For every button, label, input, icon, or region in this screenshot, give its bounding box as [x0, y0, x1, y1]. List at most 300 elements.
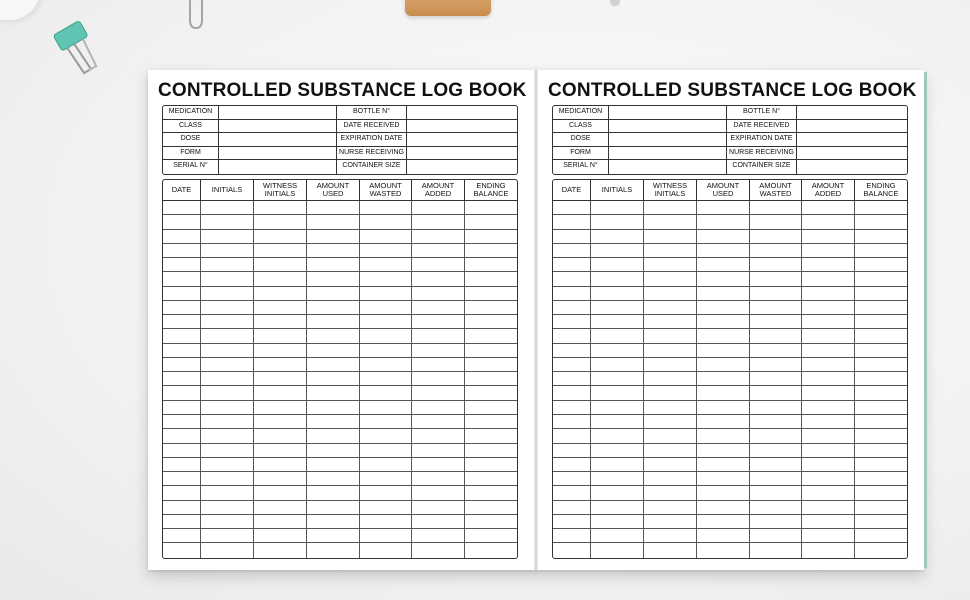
log-cell[interactable]: [163, 401, 201, 414]
log-cell[interactable]: [201, 244, 254, 257]
log-cell[interactable]: [465, 386, 517, 399]
log-cell[interactable]: [254, 230, 307, 243]
log-cell[interactable]: [465, 358, 517, 371]
log-cell[interactable]: [553, 272, 591, 285]
log-cell[interactable]: [802, 444, 855, 457]
info-field[interactable]: [219, 133, 337, 146]
info-field[interactable]: [407, 160, 517, 174]
log-cell[interactable]: [360, 401, 412, 414]
log-cell[interactable]: [644, 472, 697, 485]
info-field[interactable]: [609, 120, 727, 133]
log-cell[interactable]: [163, 515, 201, 528]
log-cell[interactable]: [750, 244, 802, 257]
log-cell[interactable]: [201, 444, 254, 457]
log-cell[interactable]: [163, 244, 201, 257]
info-field[interactable]: [609, 160, 727, 174]
log-cell[interactable]: [412, 244, 465, 257]
log-cell[interactable]: [802, 415, 855, 428]
log-cell[interactable]: [591, 244, 644, 257]
log-cell[interactable]: [802, 344, 855, 357]
log-cell[interactable]: [855, 244, 907, 257]
log-cell[interactable]: [750, 358, 802, 371]
log-cell[interactable]: [360, 472, 412, 485]
log-cell[interactable]: [802, 429, 855, 442]
log-cell[interactable]: [307, 515, 360, 528]
log-cell[interactable]: [802, 529, 855, 542]
log-cell[interactable]: [360, 515, 412, 528]
log-cell[interactable]: [553, 287, 591, 300]
log-cell[interactable]: [553, 301, 591, 314]
log-cell[interactable]: [360, 201, 412, 214]
log-cell[interactable]: [465, 272, 517, 285]
log-cell[interactable]: [750, 386, 802, 399]
log-cell[interactable]: [644, 315, 697, 328]
log-cell[interactable]: [254, 329, 307, 342]
log-cell[interactable]: [360, 244, 412, 257]
log-cell[interactable]: [591, 372, 644, 385]
log-cell[interactable]: [201, 386, 254, 399]
log-cell[interactable]: [750, 315, 802, 328]
log-cell[interactable]: [412, 215, 465, 228]
log-cell[interactable]: [644, 458, 697, 471]
log-cell[interactable]: [201, 201, 254, 214]
log-cell[interactable]: [360, 344, 412, 357]
log-cell[interactable]: [307, 344, 360, 357]
log-cell[interactable]: [591, 358, 644, 371]
log-cell[interactable]: [553, 201, 591, 214]
log-cell[interactable]: [855, 401, 907, 414]
log-cell[interactable]: [465, 529, 517, 542]
log-cell[interactable]: [750, 329, 802, 342]
log-cell[interactable]: [855, 415, 907, 428]
log-cell[interactable]: [750, 201, 802, 214]
log-cell[interactable]: [697, 458, 750, 471]
log-cell[interactable]: [201, 258, 254, 271]
log-cell[interactable]: [254, 315, 307, 328]
log-cell[interactable]: [553, 258, 591, 271]
log-cell[interactable]: [591, 301, 644, 314]
log-cell[interactable]: [750, 515, 802, 528]
log-cell[interactable]: [644, 215, 697, 228]
log-cell[interactable]: [591, 486, 644, 499]
log-cell[interactable]: [412, 301, 465, 314]
log-cell[interactable]: [802, 287, 855, 300]
log-cell[interactable]: [750, 301, 802, 314]
log-cell[interactable]: [201, 415, 254, 428]
log-cell[interactable]: [254, 415, 307, 428]
log-cell[interactable]: [254, 201, 307, 214]
log-cell[interactable]: [254, 444, 307, 457]
info-field[interactable]: [797, 147, 907, 160]
info-field[interactable]: [407, 120, 517, 133]
log-cell[interactable]: [802, 472, 855, 485]
log-cell[interactable]: [465, 244, 517, 257]
log-cell[interactable]: [591, 472, 644, 485]
log-cell[interactable]: [855, 258, 907, 271]
log-cell[interactable]: [750, 372, 802, 385]
log-cell[interactable]: [697, 515, 750, 528]
log-cell[interactable]: [697, 272, 750, 285]
log-cell[interactable]: [360, 429, 412, 442]
log-cell[interactable]: [855, 429, 907, 442]
log-cell[interactable]: [465, 458, 517, 471]
log-cell[interactable]: [201, 486, 254, 499]
log-cell[interactable]: [697, 429, 750, 442]
log-cell[interactable]: [201, 315, 254, 328]
info-field[interactable]: [797, 133, 907, 146]
log-cell[interactable]: [163, 272, 201, 285]
log-cell[interactable]: [307, 415, 360, 428]
log-cell[interactable]: [750, 272, 802, 285]
log-cell[interactable]: [697, 472, 750, 485]
log-cell[interactable]: [412, 515, 465, 528]
log-cell[interactable]: [254, 486, 307, 499]
log-cell[interactable]: [697, 386, 750, 399]
log-cell[interactable]: [855, 329, 907, 342]
log-cell[interactable]: [163, 201, 201, 214]
log-cell[interactable]: [360, 258, 412, 271]
log-cell[interactable]: [465, 515, 517, 528]
info-field[interactable]: [609, 133, 727, 146]
log-cell[interactable]: [697, 287, 750, 300]
log-cell[interactable]: [855, 386, 907, 399]
log-cell[interactable]: [307, 543, 360, 557]
log-cell[interactable]: [201, 529, 254, 542]
log-cell[interactable]: [412, 372, 465, 385]
log-cell[interactable]: [553, 458, 591, 471]
log-cell[interactable]: [163, 344, 201, 357]
info-field[interactable]: [219, 147, 337, 160]
log-cell[interactable]: [412, 529, 465, 542]
log-cell[interactable]: [163, 258, 201, 271]
log-cell[interactable]: [697, 258, 750, 271]
log-cell[interactable]: [750, 458, 802, 471]
log-cell[interactable]: [553, 230, 591, 243]
log-cell[interactable]: [201, 358, 254, 371]
log-cell[interactable]: [163, 301, 201, 314]
log-cell[interactable]: [750, 501, 802, 514]
log-cell[interactable]: [465, 215, 517, 228]
log-cell[interactable]: [591, 344, 644, 357]
log-cell[interactable]: [591, 329, 644, 342]
log-cell[interactable]: [802, 401, 855, 414]
log-cell[interactable]: [855, 458, 907, 471]
log-cell[interactable]: [201, 501, 254, 514]
log-cell[interactable]: [591, 458, 644, 471]
log-cell[interactable]: [201, 230, 254, 243]
log-cell[interactable]: [553, 401, 591, 414]
log-cell[interactable]: [254, 386, 307, 399]
log-cell[interactable]: [201, 372, 254, 385]
log-cell[interactable]: [307, 258, 360, 271]
info-field[interactable]: [609, 106, 727, 119]
info-field[interactable]: [407, 147, 517, 160]
log-cell[interactable]: [802, 244, 855, 257]
log-cell[interactable]: [591, 501, 644, 514]
log-cell[interactable]: [644, 201, 697, 214]
log-cell[interactable]: [465, 372, 517, 385]
log-cell[interactable]: [465, 401, 517, 414]
log-cell[interactable]: [802, 230, 855, 243]
log-cell[interactable]: [307, 444, 360, 457]
log-cell[interactable]: [254, 429, 307, 442]
log-cell[interactable]: [750, 287, 802, 300]
log-cell[interactable]: [254, 529, 307, 542]
log-cell[interactable]: [802, 458, 855, 471]
log-cell[interactable]: [163, 501, 201, 514]
info-field[interactable]: [407, 106, 517, 119]
log-cell[interactable]: [163, 472, 201, 485]
log-cell[interactable]: [553, 543, 591, 557]
log-cell[interactable]: [254, 372, 307, 385]
log-cell[interactable]: [254, 301, 307, 314]
log-cell[interactable]: [553, 372, 591, 385]
log-cell[interactable]: [644, 287, 697, 300]
log-cell[interactable]: [591, 215, 644, 228]
log-cell[interactable]: [163, 415, 201, 428]
info-field[interactable]: [609, 147, 727, 160]
log-cell[interactable]: [644, 329, 697, 342]
log-cell[interactable]: [855, 543, 907, 557]
log-cell[interactable]: [697, 401, 750, 414]
log-cell[interactable]: [163, 529, 201, 542]
log-cell[interactable]: [644, 501, 697, 514]
log-cell[interactable]: [163, 287, 201, 300]
log-cell[interactable]: [360, 315, 412, 328]
log-cell[interactable]: [802, 386, 855, 399]
log-cell[interactable]: [802, 315, 855, 328]
log-cell[interactable]: [307, 486, 360, 499]
log-cell[interactable]: [697, 315, 750, 328]
log-cell[interactable]: [802, 358, 855, 371]
log-cell[interactable]: [412, 415, 465, 428]
log-cell[interactable]: [644, 529, 697, 542]
log-cell[interactable]: [855, 529, 907, 542]
log-cell[interactable]: [644, 386, 697, 399]
log-cell[interactable]: [307, 287, 360, 300]
log-cell[interactable]: [465, 315, 517, 328]
log-cell[interactable]: [855, 201, 907, 214]
info-field[interactable]: [219, 120, 337, 133]
log-cell[interactable]: [591, 201, 644, 214]
info-field[interactable]: [219, 160, 337, 174]
log-cell[interactable]: [697, 344, 750, 357]
log-cell[interactable]: [591, 515, 644, 528]
log-cell[interactable]: [307, 458, 360, 471]
log-cell[interactable]: [465, 230, 517, 243]
log-cell[interactable]: [697, 244, 750, 257]
log-cell[interactable]: [307, 244, 360, 257]
log-cell[interactable]: [412, 287, 465, 300]
log-cell[interactable]: [412, 272, 465, 285]
log-cell[interactable]: [750, 230, 802, 243]
log-cell[interactable]: [360, 543, 412, 557]
log-cell[interactable]: [307, 529, 360, 542]
log-cell[interactable]: [697, 215, 750, 228]
log-cell[interactable]: [254, 258, 307, 271]
log-cell[interactable]: [465, 429, 517, 442]
log-cell[interactable]: [254, 287, 307, 300]
log-cell[interactable]: [644, 415, 697, 428]
log-cell[interactable]: [802, 272, 855, 285]
log-cell[interactable]: [254, 358, 307, 371]
log-cell[interactable]: [360, 301, 412, 314]
log-cell[interactable]: [553, 415, 591, 428]
log-cell[interactable]: [163, 215, 201, 228]
log-cell[interactable]: [553, 429, 591, 442]
log-cell[interactable]: [750, 444, 802, 457]
log-cell[interactable]: [163, 486, 201, 499]
log-cell[interactable]: [644, 358, 697, 371]
log-cell[interactable]: [855, 515, 907, 528]
log-cell[interactable]: [591, 230, 644, 243]
log-cell[interactable]: [553, 344, 591, 357]
log-cell[interactable]: [697, 301, 750, 314]
log-cell[interactable]: [360, 215, 412, 228]
log-cell[interactable]: [201, 472, 254, 485]
log-cell[interactable]: [307, 230, 360, 243]
log-cell[interactable]: [412, 401, 465, 414]
log-cell[interactable]: [360, 329, 412, 342]
log-cell[interactable]: [360, 358, 412, 371]
log-cell[interactable]: [644, 258, 697, 271]
log-cell[interactable]: [201, 272, 254, 285]
log-cell[interactable]: [644, 230, 697, 243]
log-cell[interactable]: [163, 329, 201, 342]
log-cell[interactable]: [465, 444, 517, 457]
log-cell[interactable]: [412, 329, 465, 342]
log-cell[interactable]: [697, 230, 750, 243]
log-cell[interactable]: [201, 287, 254, 300]
log-cell[interactable]: [201, 215, 254, 228]
log-cell[interactable]: [644, 301, 697, 314]
log-cell[interactable]: [855, 472, 907, 485]
log-cell[interactable]: [697, 486, 750, 499]
log-cell[interactable]: [412, 258, 465, 271]
log-cell[interactable]: [802, 515, 855, 528]
log-cell[interactable]: [254, 501, 307, 514]
log-cell[interactable]: [644, 401, 697, 414]
log-cell[interactable]: [591, 287, 644, 300]
log-cell[interactable]: [465, 415, 517, 428]
log-cell[interactable]: [307, 301, 360, 314]
log-cell[interactable]: [412, 344, 465, 357]
log-cell[interactable]: [307, 401, 360, 414]
log-cell[interactable]: [465, 344, 517, 357]
log-cell[interactable]: [591, 415, 644, 428]
log-cell[interactable]: [802, 258, 855, 271]
log-cell[interactable]: [802, 501, 855, 514]
log-cell[interactable]: [163, 358, 201, 371]
log-cell[interactable]: [855, 444, 907, 457]
log-cell[interactable]: [412, 501, 465, 514]
log-cell[interactable]: [750, 415, 802, 428]
log-cell[interactable]: [360, 458, 412, 471]
log-cell[interactable]: [855, 486, 907, 499]
log-cell[interactable]: [201, 458, 254, 471]
log-cell[interactable]: [254, 515, 307, 528]
log-cell[interactable]: [591, 401, 644, 414]
log-cell[interactable]: [802, 543, 855, 557]
log-cell[interactable]: [254, 543, 307, 557]
log-cell[interactable]: [553, 529, 591, 542]
log-cell[interactable]: [855, 501, 907, 514]
log-cell[interactable]: [307, 372, 360, 385]
log-cell[interactable]: [254, 344, 307, 357]
log-cell[interactable]: [644, 244, 697, 257]
log-cell[interactable]: [163, 543, 201, 557]
log-cell[interactable]: [201, 401, 254, 414]
log-cell[interactable]: [465, 287, 517, 300]
log-cell[interactable]: [163, 458, 201, 471]
log-cell[interactable]: [697, 358, 750, 371]
log-cell[interactable]: [201, 543, 254, 557]
log-cell[interactable]: [697, 501, 750, 514]
log-cell[interactable]: [591, 272, 644, 285]
log-cell[interactable]: [201, 429, 254, 442]
log-cell[interactable]: [465, 329, 517, 342]
log-cell[interactable]: [360, 272, 412, 285]
log-cell[interactable]: [591, 258, 644, 271]
log-cell[interactable]: [360, 386, 412, 399]
log-cell[interactable]: [750, 429, 802, 442]
log-cell[interactable]: [360, 501, 412, 514]
log-cell[interactable]: [412, 486, 465, 499]
log-cell[interactable]: [855, 301, 907, 314]
log-cell[interactable]: [201, 344, 254, 357]
log-cell[interactable]: [591, 315, 644, 328]
log-cell[interactable]: [412, 386, 465, 399]
log-cell[interactable]: [307, 429, 360, 442]
log-cell[interactable]: [307, 215, 360, 228]
log-cell[interactable]: [644, 444, 697, 457]
log-cell[interactable]: [644, 272, 697, 285]
log-cell[interactable]: [553, 515, 591, 528]
log-cell[interactable]: [697, 543, 750, 557]
log-cell[interactable]: [307, 315, 360, 328]
log-cell[interactable]: [360, 486, 412, 499]
log-cell[interactable]: [553, 501, 591, 514]
log-cell[interactable]: [553, 358, 591, 371]
log-cell[interactable]: [307, 501, 360, 514]
log-cell[interactable]: [254, 244, 307, 257]
log-cell[interactable]: [163, 386, 201, 399]
log-cell[interactable]: [553, 315, 591, 328]
log-cell[interactable]: [201, 301, 254, 314]
log-cell[interactable]: [855, 358, 907, 371]
log-cell[interactable]: [412, 444, 465, 457]
info-field[interactable]: [797, 160, 907, 174]
log-cell[interactable]: [465, 201, 517, 214]
log-cell[interactable]: [201, 329, 254, 342]
log-cell[interactable]: [855, 287, 907, 300]
log-cell[interactable]: [307, 201, 360, 214]
log-cell[interactable]: [855, 344, 907, 357]
log-cell[interactable]: [254, 472, 307, 485]
log-cell[interactable]: [553, 215, 591, 228]
log-cell[interactable]: [163, 372, 201, 385]
log-cell[interactable]: [644, 372, 697, 385]
log-cell[interactable]: [855, 315, 907, 328]
info-field[interactable]: [407, 133, 517, 146]
log-cell[interactable]: [360, 444, 412, 457]
log-cell[interactable]: [465, 301, 517, 314]
log-cell[interactable]: [750, 401, 802, 414]
log-cell[interactable]: [802, 201, 855, 214]
log-cell[interactable]: [591, 529, 644, 542]
log-cell[interactable]: [697, 529, 750, 542]
log-cell[interactable]: [855, 230, 907, 243]
